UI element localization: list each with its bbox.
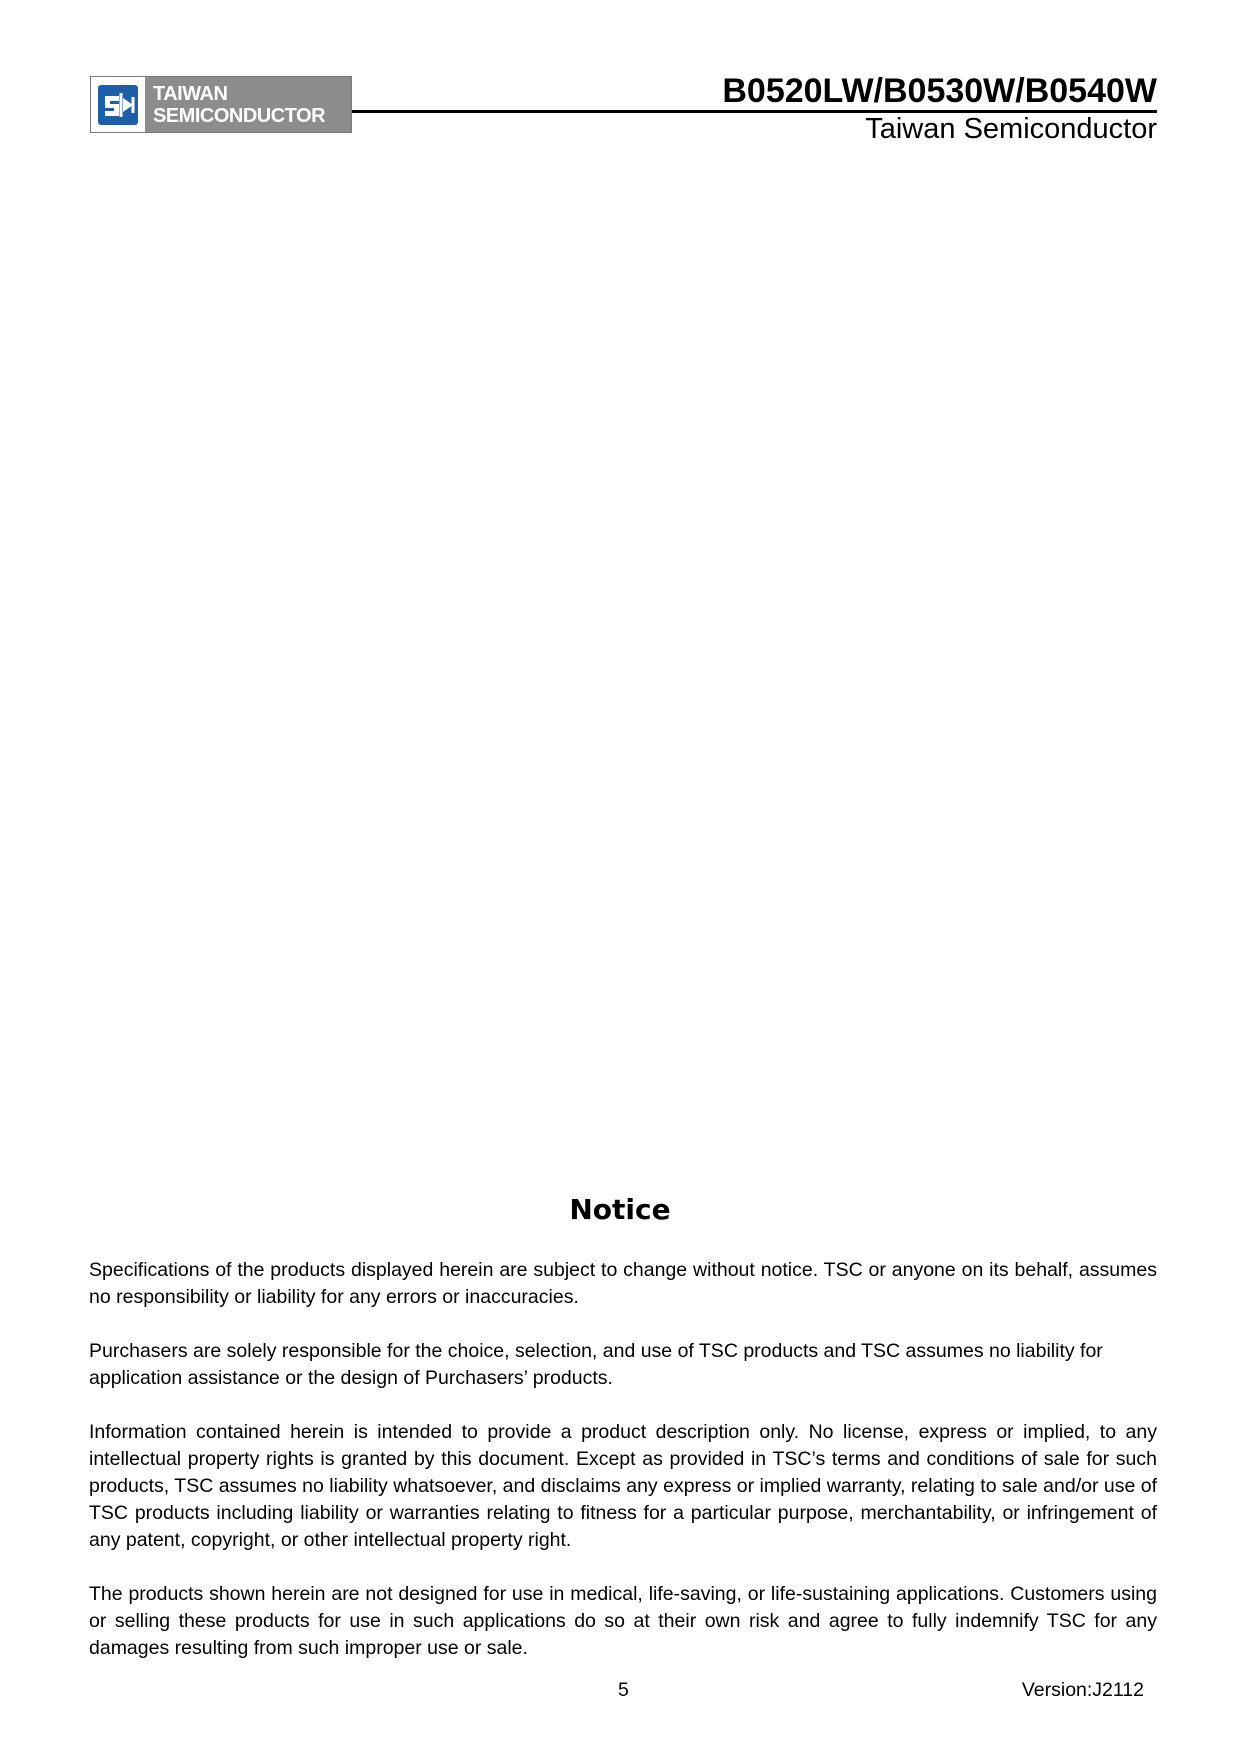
document-title: B0520LW/B0530W/B0540W [722, 72, 1157, 110]
notice-body [89, 1257, 1157, 1689]
notice-heading: Notice [569, 1193, 671, 1226]
document-subtitle: Taiwan Semiconductor [865, 113, 1157, 145]
logo-wordmark [145, 77, 325, 132]
notice-paragraph: Information contained herein is intended to provide a product description only. No license, express or implied, to any intellectual property rights is granted by this document. Except as provided in TSC’s terms and conditions of sale for such products, TSC assumes no liability whatsoever, and disclaims any express or implied warranty, relating to sale and/or use of TSC products including liability or warranties relating to fitness for a particular purpose, merchantability, or infringement of any patent, copyright, or other intellectual property right. [89, 1421, 1157, 1551]
version-label: Version:J2112 [1021, 1679, 1144, 1701]
company-logo [90, 76, 352, 133]
logo-line-1: TAIWAN [153, 82, 228, 105]
logo-line-2: SEMICONDUCTOR [153, 104, 326, 127]
page-number: 5 [618, 1679, 629, 1701]
notice-paragraph: Specifications of the products displayed herein are subject to change without notice. TSC or anyone on its behalf, assumes no responsibility or liability for any errors or inaccuracies. [89, 1259, 1157, 1308]
notice-paragraph: Purchasers are solely responsible for the choice, selection, and use of TSC products and TSC assumes no liability for application assistance or the design of Purchasers’ products. [89, 1340, 1103, 1389]
notice-paragraph: The products shown herein are not designed for use in medical, life-saving, or life-sustaining applications. Customers using or selling these products for use in such applications do so at their own risk and agree to fully indemnify TSC for any damages resulting from such improper use or sale. [89, 1583, 1157, 1659]
tsc-logo-icon [91, 77, 145, 132]
